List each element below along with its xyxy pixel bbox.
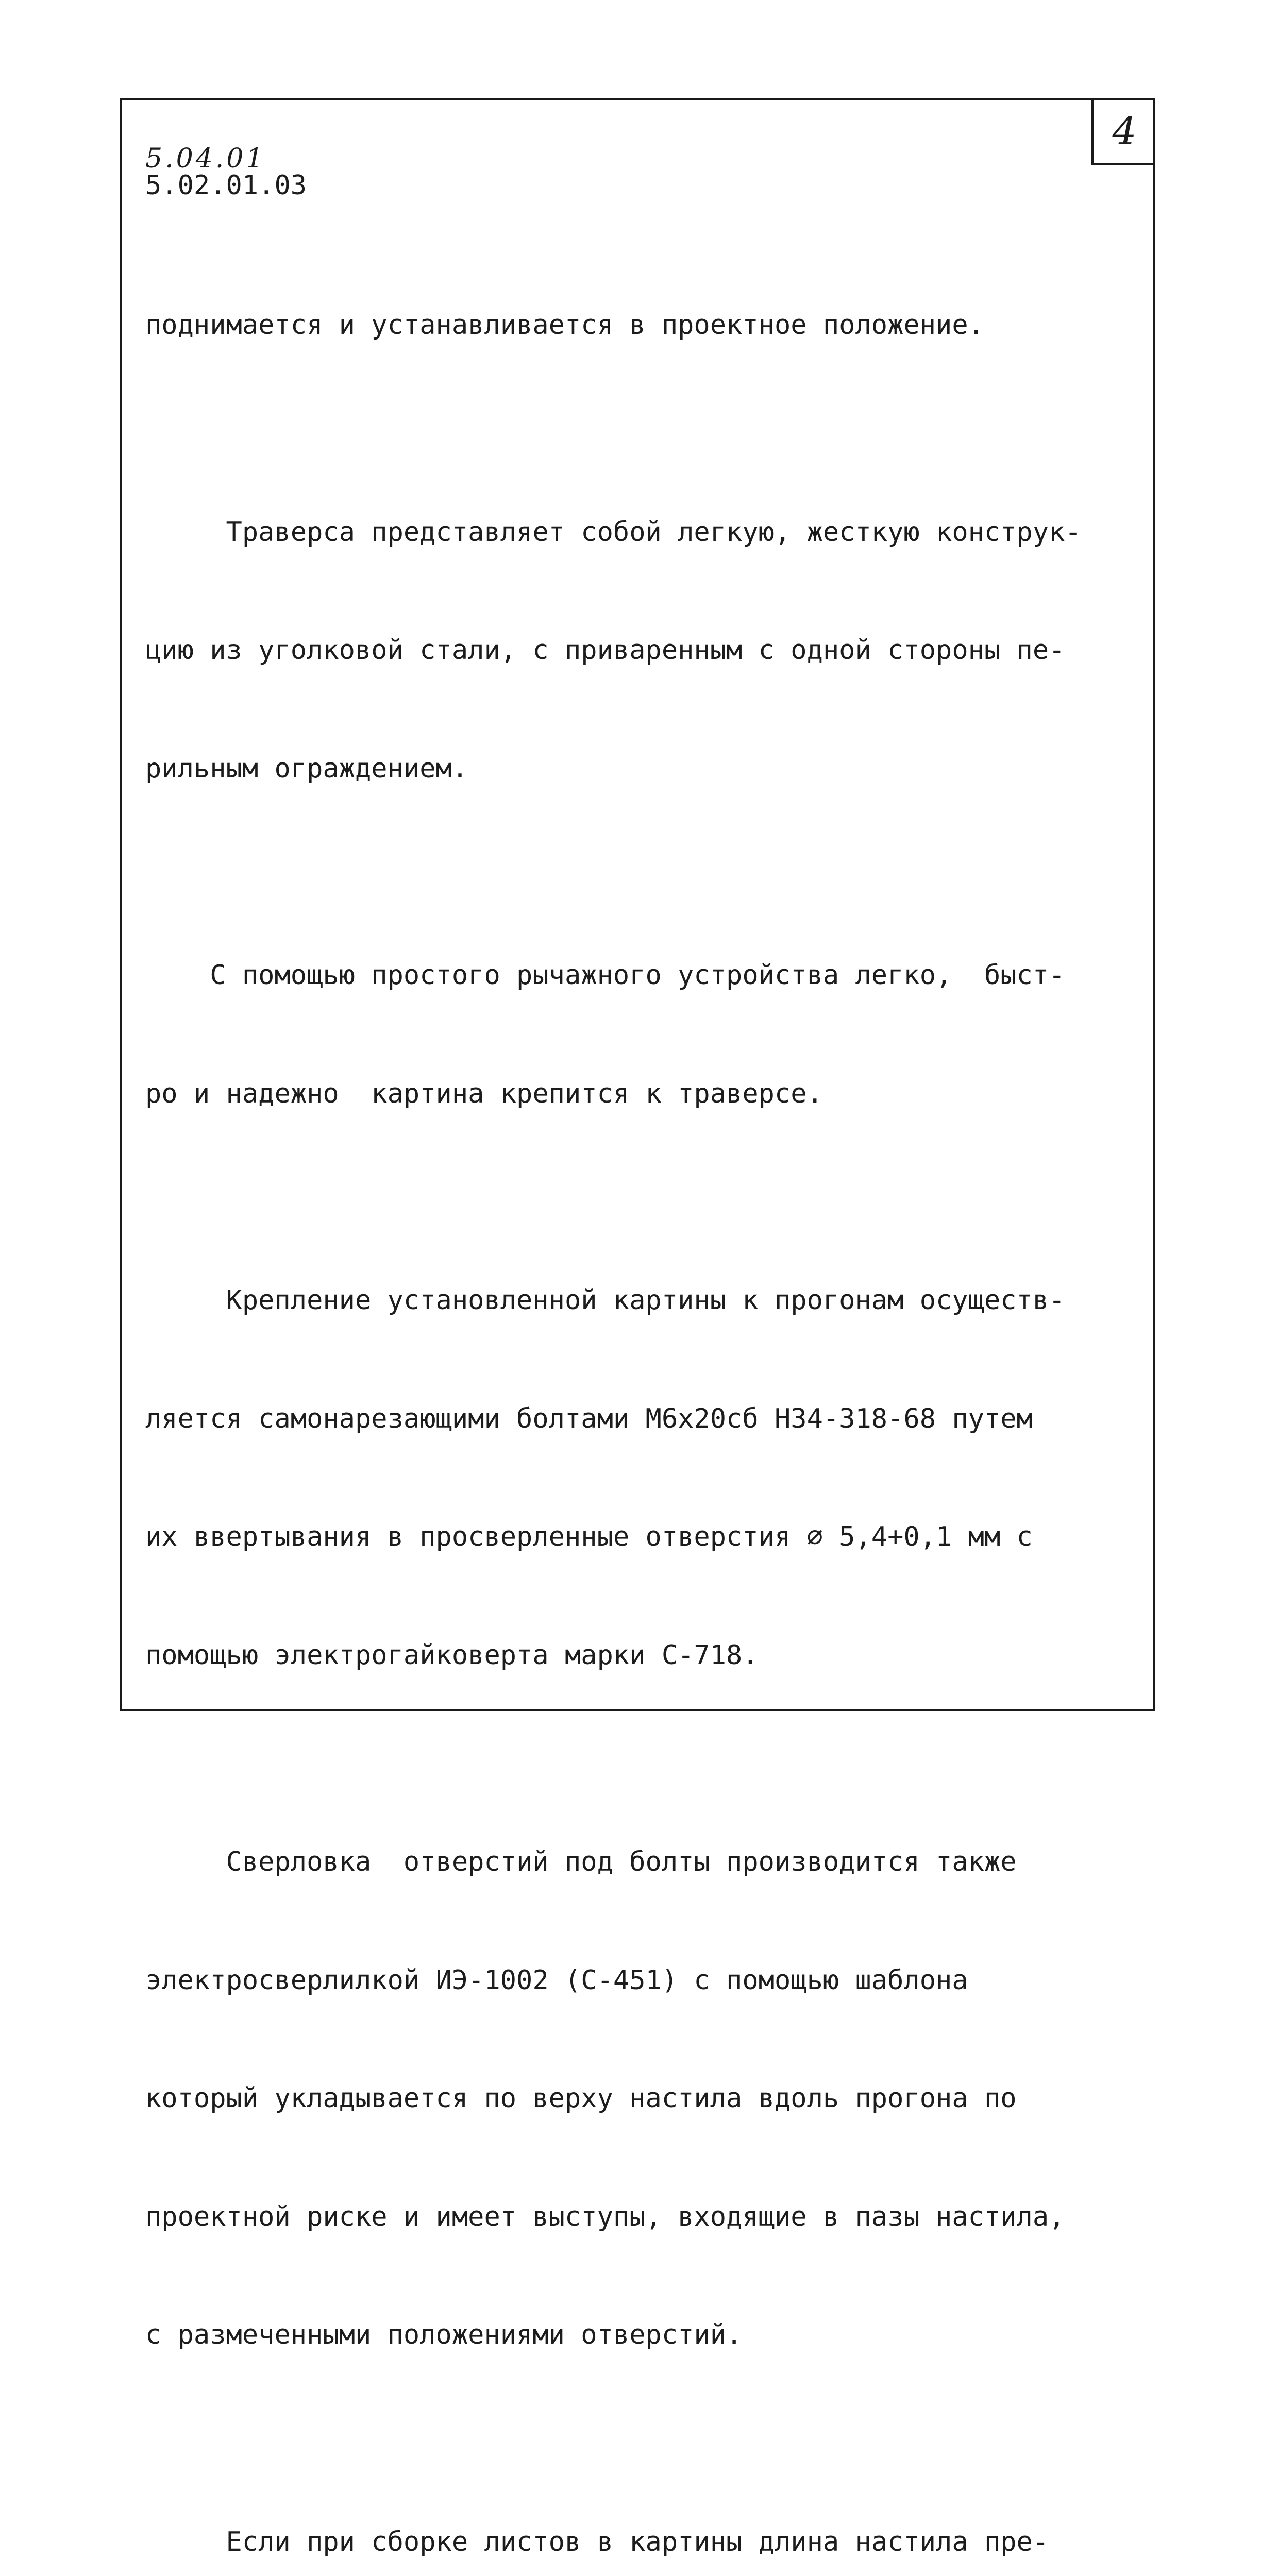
text-line: Траверса представляет собой легкую, жесткую конструк- xyxy=(145,513,1124,552)
typed-document-code: 5.02.01.03 xyxy=(145,172,307,199)
text-line: Крепление установленной картины к прогонам осуществ- xyxy=(145,1281,1124,1320)
document-body xyxy=(145,227,1124,2576)
page-number-box xyxy=(1091,99,1155,165)
text-line: помощью электрогайковерта марки С-718. xyxy=(145,1636,1124,1675)
paragraph xyxy=(145,434,1124,868)
paragraph xyxy=(145,1202,1124,1754)
paragraph xyxy=(145,877,1124,1192)
paragraph xyxy=(145,227,1124,424)
text-line: с размеченными положениями отверстий. xyxy=(145,2315,1124,2355)
text-line: их ввертывания в просверленные отверстия ∅ 5,4+0,1 мм с xyxy=(145,1517,1124,1557)
text-line: поднимается и устанавливается в проектное положение. xyxy=(145,306,1124,345)
paragraph xyxy=(145,1764,1124,2434)
text-line: цию из уголковой стали, с приваренным с одной стороны пе- xyxy=(145,631,1124,670)
text-line: Если при сборке листов в картины длина настила пре- xyxy=(145,2522,1124,2562)
text-line: проектной риске и имеет выступы, входящие в пазы настила, xyxy=(145,2197,1124,2237)
text-line: ро и надежно картина крепится к траверсе. xyxy=(145,1074,1124,1114)
text-line: С помощью простого рычажного устройства легко, быст- xyxy=(145,956,1124,995)
text-line: электросверлилкой ИЭ-1002 (С-451) с помощью шаблона xyxy=(145,1961,1124,2001)
page-number: 4 xyxy=(1112,109,1136,154)
text-line: ляется самонарезающими болтами М6х20сб НЗ4-318-68 путем xyxy=(145,1399,1124,1439)
text-line: рильным ограждением. xyxy=(145,749,1124,789)
handwritten-document-code: 5.04.01 xyxy=(145,145,265,172)
paragraph xyxy=(145,2444,1124,2576)
text-line: который укладывается по верху настила вдоль прогона по xyxy=(145,2079,1124,2119)
text-line: Сверловка отверстий под болты производится также xyxy=(145,1842,1124,1882)
